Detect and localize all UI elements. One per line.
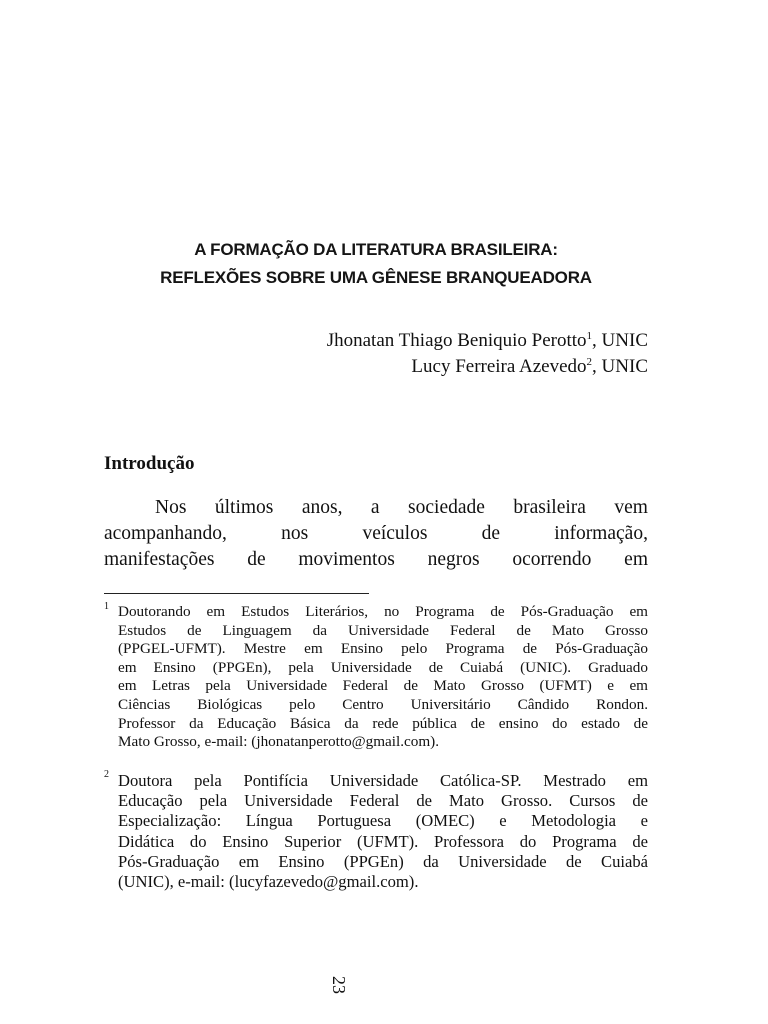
author-list <box>200 328 648 380</box>
footnote <box>104 603 648 752</box>
footnote-line: Estudos de Linguagem da Universidade Federal de Mato Grosso <box>118 621 648 639</box>
paragraph-line <box>104 521 648 547</box>
page-number: 23 <box>329 976 349 994</box>
word: negros <box>427 549 480 570</box>
footnote-line: Especialização: Língua Portuguesa (OMEC) e Metodologia e <box>118 811 648 831</box>
word: últimos <box>214 497 274 518</box>
word: a <box>370 497 380 518</box>
footnote-line: Doutorando em Estudos Literários, no Programa de Pós-Graduação em <box>118 603 648 620</box>
word: sociedade <box>408 497 485 518</box>
paragraph-line <box>104 495 648 521</box>
footnote-separator <box>104 593 369 594</box>
author-name: Jhonatan Thiago Beniquio Perotto <box>326 330 587 351</box>
title-line: A FORMAÇÃO DA LITERATURA BRASILEIRA: <box>194 240 558 259</box>
author-affiliation: , UNIC <box>592 356 648 377</box>
footnote-line: em Ensino (PPGEn), pela Universidade de Cuiabá (UNIC). Graduado <box>118 658 648 676</box>
word: de <box>247 549 266 570</box>
word: de <box>481 523 501 544</box>
word: nos <box>281 523 309 544</box>
footnote-marker: 2 <box>586 356 593 368</box>
word: vem <box>614 497 648 518</box>
word: Nos <box>155 497 187 518</box>
author-name: Lucy Ferreira Azevedo <box>411 356 587 377</box>
title-line: REFLEXÕES SOBRE UMA GÊNESE BRANQUEADORA <box>160 268 592 287</box>
footnote-line: Ciências Biológicas pelo Centro Universitário Cândido Rondon. <box>118 695 648 713</box>
footnote-line: em Letras pela Universidade Federal de Mato Grosso (UFMT) e em <box>118 677 648 695</box>
body-paragraph <box>104 495 648 573</box>
author <box>200 328 648 354</box>
footnote-line: Doutora pela Pontifícia Universidade Católica-SP. Mestrado em <box>118 771 648 790</box>
word: em <box>624 549 648 570</box>
footnote-line: (UNIC), e-mail: (lucyfazevedo@gmail.com). <box>118 872 419 892</box>
word: manifestações <box>104 549 215 570</box>
author <box>200 354 648 380</box>
footnote-line: Professor da Educação Básica da rede pública de ensino do estado de <box>118 714 648 732</box>
word: acompanhando, <box>104 523 227 544</box>
word: brasileira <box>513 497 586 518</box>
author-affiliation: , UNIC <box>592 330 648 351</box>
footnote <box>104 771 648 892</box>
footnote-text <box>104 603 648 752</box>
footnote-line: Mato Grosso, e-mail: (jhonatanperotto@gmail.com). <box>118 733 440 751</box>
section-heading: Introdução <box>104 453 195 474</box>
footnote-line: Didática do Ensino Superior (UFMT). Professora do Programa de <box>118 831 648 851</box>
word: anos, <box>301 497 343 518</box>
footnote-line: Pós-Graduação em Ensino (PPGEn) da Universidade de Cuiabá <box>118 851 648 871</box>
footnote-marker: 1 <box>586 330 593 342</box>
paragraph-line <box>104 547 648 573</box>
footnote-text <box>104 771 648 892</box>
word: veículos <box>362 523 428 544</box>
footnote-number: 1 <box>104 601 109 612</box>
word: movimentos <box>298 549 395 570</box>
article-title <box>104 236 648 292</box>
footnote-line: (PPGEL-UFMT). Mestre em Ensino pelo Programa de Pós-Graduação <box>118 640 648 658</box>
footnote-number: 2 <box>104 769 109 780</box>
footnote-line: Educação pela Universidade Federal de Mato Grosso. Cursos de <box>118 791 648 811</box>
word: informação, <box>554 523 648 544</box>
word: ocorrendo <box>512 549 592 570</box>
